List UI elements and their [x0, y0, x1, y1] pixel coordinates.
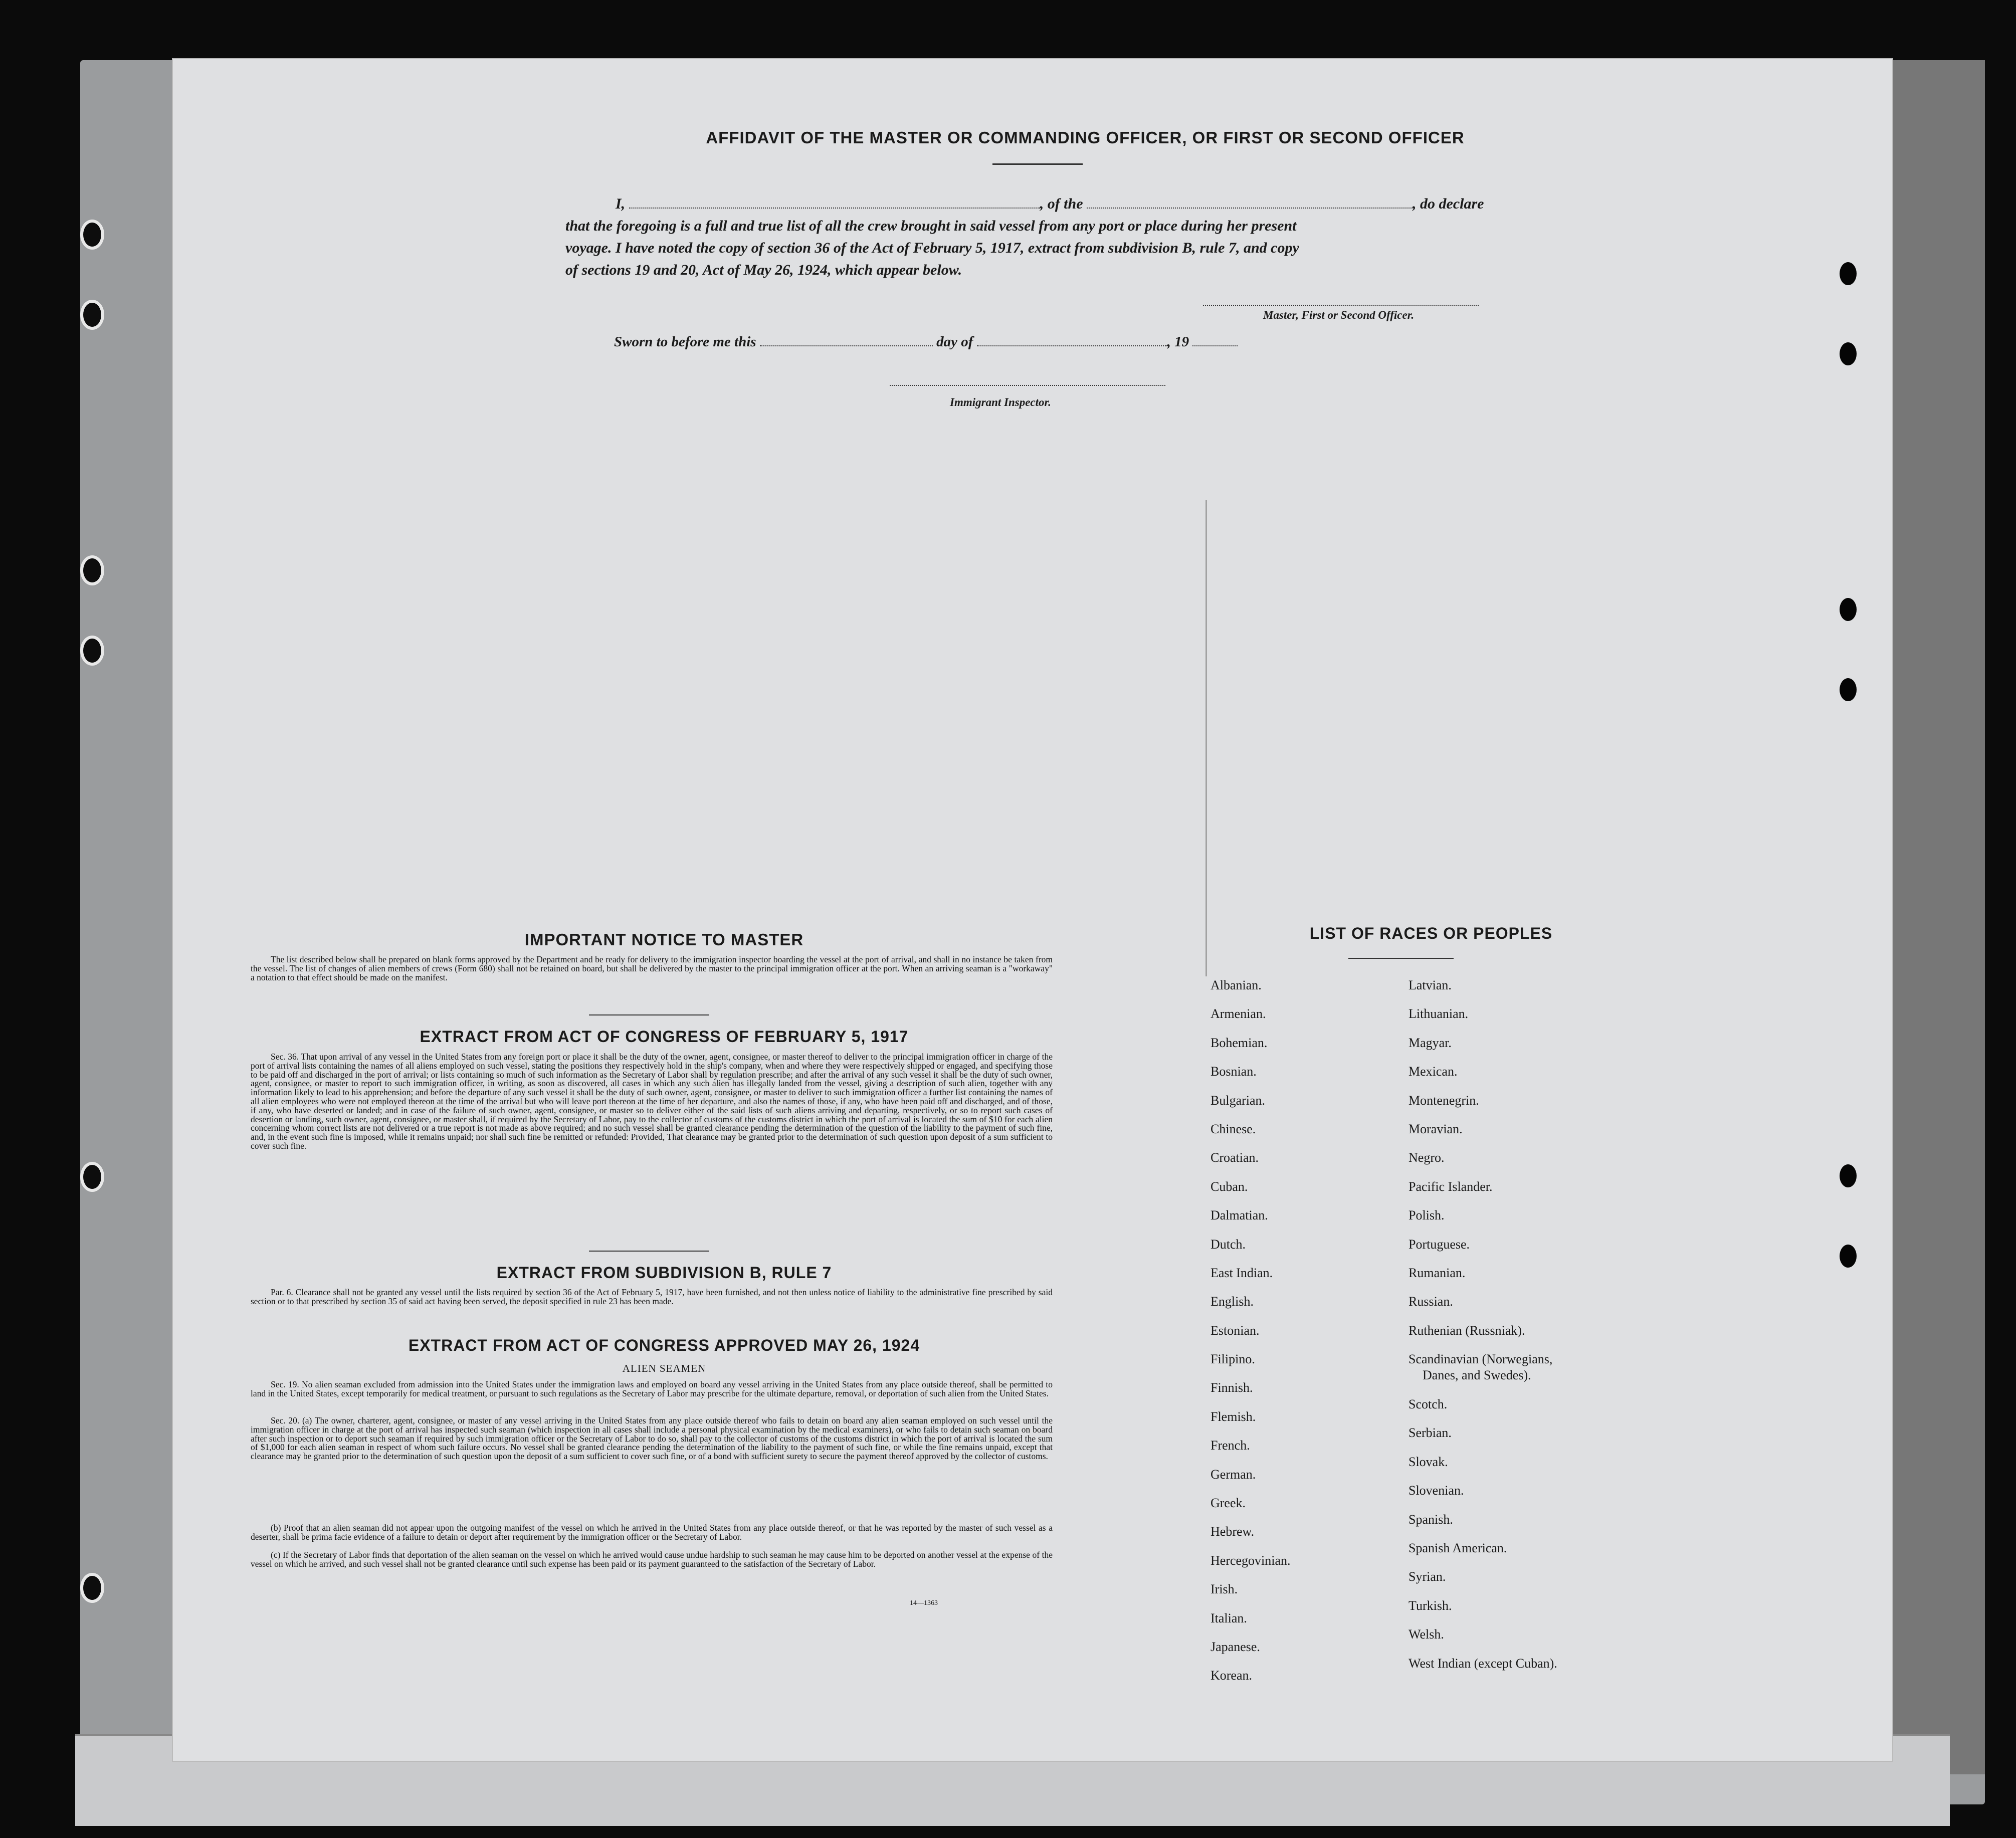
race-item: Serbian. [1408, 1425, 1452, 1441]
fold-crease [1205, 500, 1207, 976]
affidavit-declare: , do declare [1413, 195, 1484, 212]
sworn-year: , 19 [1167, 334, 1189, 350]
sec-20b-text: (b) Proof that an alien seaman did not appear upon the outgoing manifest of the vessel on which he arrived in the United States from any place outside thereof, or that he was reported by the master of such vessel as a deserter, shall be prima facie evidence of a failure to detain or deport after requirement by the immigration officer or the Secretary of Labor. [251, 1523, 1053, 1542]
race-item: Finnish. [1211, 1380, 1253, 1395]
race-item: Dalmatian. [1211, 1208, 1268, 1223]
affidavit-line-2: that the foregoing is a full and true list of all the crew brought in said vessel from any port or place during her present [565, 218, 1297, 234]
inspector-label: Immigrant Inspector. [950, 396, 1051, 409]
sworn-line [614, 334, 1316, 350]
sworn-month-blank[interactable] [977, 345, 1167, 346]
races-title: LIST OF RACES OR PEOPLES [1309, 924, 1553, 942]
sworn-day-blank[interactable] [760, 345, 933, 346]
race-item: Hercegovinian. [1211, 1553, 1291, 1568]
race-item: Syrian. [1408, 1569, 1446, 1584]
affidavit-title: AFFIDAVIT OF THE MASTER OR COMMANDING OFFICER, OR FIRST OR SECOND OFFICER [706, 128, 1465, 147]
binder-hole-icon [80, 300, 104, 330]
race-item: Turkish. [1408, 1598, 1452, 1613]
affidavit-line-4: of sections 19 and 20, Act of May 26, 1924, which appear below. [565, 262, 962, 278]
race-item: Mexican. [1408, 1064, 1458, 1079]
sworn-start: Sworn to before me this [614, 334, 756, 350]
race-item: Portuguese. [1408, 1237, 1470, 1252]
master-signature-label: Master, First or Second Officer. [1263, 309, 1415, 321]
race-item: Filipino. [1211, 1352, 1255, 1367]
sworn-year-blank[interactable] [1192, 345, 1238, 346]
race-item: Dutch. [1211, 1237, 1246, 1252]
race-item: Chinese. [1211, 1121, 1256, 1136]
race-item: Bosnian. [1211, 1064, 1257, 1079]
races-column-2 [1408, 978, 1619, 1685]
affidavit-line-3: voyage. I have noted the copy of section 36 of the Act of February 5, 1917, extract from subdivision B, rule 7, and copy [565, 240, 1299, 256]
binder-hole-icon [80, 1573, 104, 1603]
races-title-rule [1348, 958, 1454, 959]
race-item: Latvian. [1408, 978, 1452, 992]
binder-hole-icon [1840, 598, 1857, 621]
inspector-signature-line[interactable] [890, 385, 1165, 386]
race-item: Bulgarian. [1211, 1093, 1266, 1108]
race-item: Armenian. [1211, 1006, 1266, 1022]
race-item: Italian. [1211, 1610, 1247, 1625]
race-item: Moravian. [1408, 1121, 1463, 1136]
notice-title: IMPORTANT NOTICE TO MASTER [524, 930, 804, 949]
form-number: 14—1363 [910, 1599, 938, 1607]
vessel-blank[interactable] [1087, 208, 1413, 209]
race-item: Estonian. [1211, 1323, 1260, 1338]
name-blank[interactable] [629, 208, 1040, 209]
race-item: Scandinavian (Norwegians, [1408, 1352, 1553, 1367]
binder-hole-icon [1840, 678, 1857, 701]
notice-text: The list described below shall be prepared on blank forms approved by the Department and be ready for delivery to the immigration inspector boarding the vessel at the port of arrival, and shall in no instance be taken from the vessel. The list of changes of alien members of crews (Form 680) shall not be retained on board, but shall be delivered by the master to the principal immigration officer at the port. When an arriving seaman is a "workaway" a notation to that effect should be made on the manifest. [251, 954, 1053, 982]
race-item: Croatian. [1211, 1150, 1259, 1165]
races-column-1 [1211, 978, 1391, 1697]
race-item: Flemish. [1211, 1409, 1256, 1424]
race-item: Albanian. [1211, 978, 1262, 992]
binder-hole-icon [80, 636, 104, 666]
race-item: Slovak. [1408, 1454, 1448, 1469]
race-item: French. [1211, 1438, 1250, 1453]
section-rule [589, 1251, 709, 1252]
race-item: Cuban. [1211, 1179, 1248, 1194]
race-item: Welsh. [1408, 1627, 1444, 1642]
race-item: West Indian (except Cuban). [1408, 1656, 1557, 1671]
sec-19-text: Sec. 19. No alien seaman excluded from admission into the United States under the immigration laws and employed on board any vessel arriving in the United States from any place outside thereof, shall be permitted to land in the United States, except temporarily for medical treatment, or pursuant to such regulations as the Secretary of Labor may prescribe for the ultimate departure, removal, or deportation of such alien from the United States. [251, 1379, 1053, 1398]
race-item: Spanish American. [1408, 1541, 1507, 1556]
race-item: Negro. [1408, 1150, 1445, 1165]
race-item: Montenegrin. [1408, 1093, 1479, 1108]
binder-hole-icon [1840, 1245, 1857, 1268]
race-item: Hebrew. [1211, 1524, 1255, 1539]
alien-seamen-subtitle: ALIEN SEAMEN [622, 1362, 706, 1374]
race-item: Ruthenian (Russniak). [1408, 1323, 1525, 1338]
affidavit-of-the: , of the [1040, 195, 1083, 212]
race-item: Spanish. [1408, 1512, 1453, 1527]
binder-hole-icon [80, 1162, 104, 1192]
race-item: Danes, and Swedes). [1423, 1368, 1531, 1383]
background-sheet-edge [1885, 60, 1985, 1774]
race-item: Japanese. [1211, 1639, 1260, 1654]
race-item: Scotch. [1408, 1397, 1448, 1412]
subdivision-title: EXTRACT FROM SUBDIVISION B, RULE 7 [496, 1264, 832, 1282]
race-item: Lithuanian. [1408, 1006, 1469, 1022]
race-item: Pacific Islander. [1408, 1179, 1493, 1194]
extract-1917-text: Sec. 36. That upon arrival of any vessel in the United States from any foreign port or place it shall be the duty of the owner, agent, consignee, or master thereof to deliver to the principal immigration officer in charge of the port of arrival lists containing the names of all aliens employed on such vessel, stating the positions they respectively hold in the ship's company, when and where they were respectively shipped or engaged, and specifying those to be paid off and discharged in the port of arrival; or lists containing so much of such information as the Secretary of Labor shall by regulation prescribe; and after the arrival of any such vessel it shall be the duty of such owner, agent, consignee, or master to report to such immigration officer, in writing, as soon as discovered, all cases in which any such alien has illegally landed from the vessel, giving a description of such alien, together with any information likely to lead to his apprehension; and before the departure of any such vessel it shall be the duty of such owner, agent, consignee, or master to deliver to such immigration officer a further list containing the names of all alien employees who were not employed thereon at the time of the arrival but who will leave port thereon at the time of her departure, and also the names of those, if any, who have been paid off and discharged, and of those, if any, who have deserted or landed; and in case of the failure of such owner, agent, consignee, or master so to deliver either of the said lists of such aliens arriving and departing, respectively, or so to report such cases of desertion or landing, such owner, agent, consignee, or master shall, if required by the Secretary of Labor, pay to the collector of customs of the customs district in which the port of arrival is located the sum of $10 for each alien concerning whom correct lists are not delivered or a true report is not made as above required; and no such vessel shall be granted clearance pending the determination of the question of the liability to the payment of such fine, and, in the event such fine is imposed, while it remains unpaid; nor shall such fine be remitted or refunded: Provided, That clearance may be granted prior to the determination of such question upon deposit of a sum sufficient to cover such fine. [251, 1052, 1053, 1151]
race-item: Irish. [1211, 1582, 1238, 1597]
extract-1924-title: EXTRACT FROM ACT OF CONGRESS APPROVED MAY 26, 1924 [408, 1336, 920, 1354]
extract-1917-title: EXTRACT FROM ACT OF CONGRESS OF FEBRUARY 5, 1917 [420, 1028, 909, 1046]
section-rule [589, 1014, 709, 1015]
sec-20c-text: (c) If the Secretary of Labor finds that deportation of the alien seaman on the vessel on which he arrived would cause undue hardship to such seaman he may cause him to be deported on another vessel at the expense of the vessel on which he arrived, and such vessel shall not be granted clearance until such expense has been paid or its payment guaranteed to the satisfaction of the Secretary of Labor. [251, 1550, 1053, 1569]
race-item: Russian. [1408, 1294, 1453, 1309]
master-signature-line[interactable] [1203, 305, 1479, 306]
binder-hole-icon [80, 555, 104, 585]
race-item: East Indian. [1211, 1265, 1273, 1280]
affidavit-i: I, [616, 195, 626, 212]
race-item: German. [1211, 1467, 1256, 1482]
document-page [173, 59, 1892, 1761]
race-item: Korean. [1211, 1668, 1253, 1683]
subdivision-text: Par. 6. Clearance shall not be granted any vessel until the lists required by section 36 of the Act of February 5, 1917, have been furnished, and not then unless notice of liability to the administrative fine prescribed by said section or to that prescribed by section 35 of said act having been served, the deposit specified in rule 23 has been made. [251, 1287, 1053, 1306]
binder-hole-icon [1840, 262, 1857, 285]
binder-hole-icon [80, 220, 104, 250]
title-rule [992, 163, 1083, 165]
sworn-day-of: day of [936, 334, 973, 350]
race-item: Slovenian. [1408, 1483, 1464, 1498]
race-item: Rumanian. [1408, 1265, 1466, 1280]
race-item: Polish. [1408, 1208, 1445, 1223]
binder-hole-icon [1840, 1164, 1857, 1187]
race-item: Magyar. [1408, 1035, 1452, 1050]
race-item: English. [1211, 1294, 1254, 1309]
affidavit-line-1 [616, 195, 1708, 213]
binder-hole-icon [1840, 342, 1857, 365]
race-item: Greek. [1211, 1496, 1246, 1511]
sec-20a-text: Sec. 20. (a) The owner, charterer, agent, consignee, or master of any vessel arriving in the United States from any place outside thereof who fails to detain on board any alien seaman employed on such vessel until the immigration officer in charge at the port of arrival has inspected such seaman (which inspection in all cases shall include a personal physical examination by the medical examiners), or who fails to detain such seaman on board after such inspection or to deport such seaman if required by such immigration officer or the Secretary of Labor to do so, shall pay to the collector of customs of the customs district in which the port of arrival is located the sum of $1,000 for each alien seaman in respect of whom such failure occurs. No vessel shall be granted clearance pending the determination of the liability to the payment of such fine, or while the fine remains unpaid, except that clearance may be granted prior to the determination of such question upon the deposit of a sum sufficient to cover such fine, or of a bond with sufficient surety to secure the payment thereof approved by the collector of customs. [251, 1415, 1053, 1462]
race-item: Bohemian. [1211, 1035, 1268, 1050]
